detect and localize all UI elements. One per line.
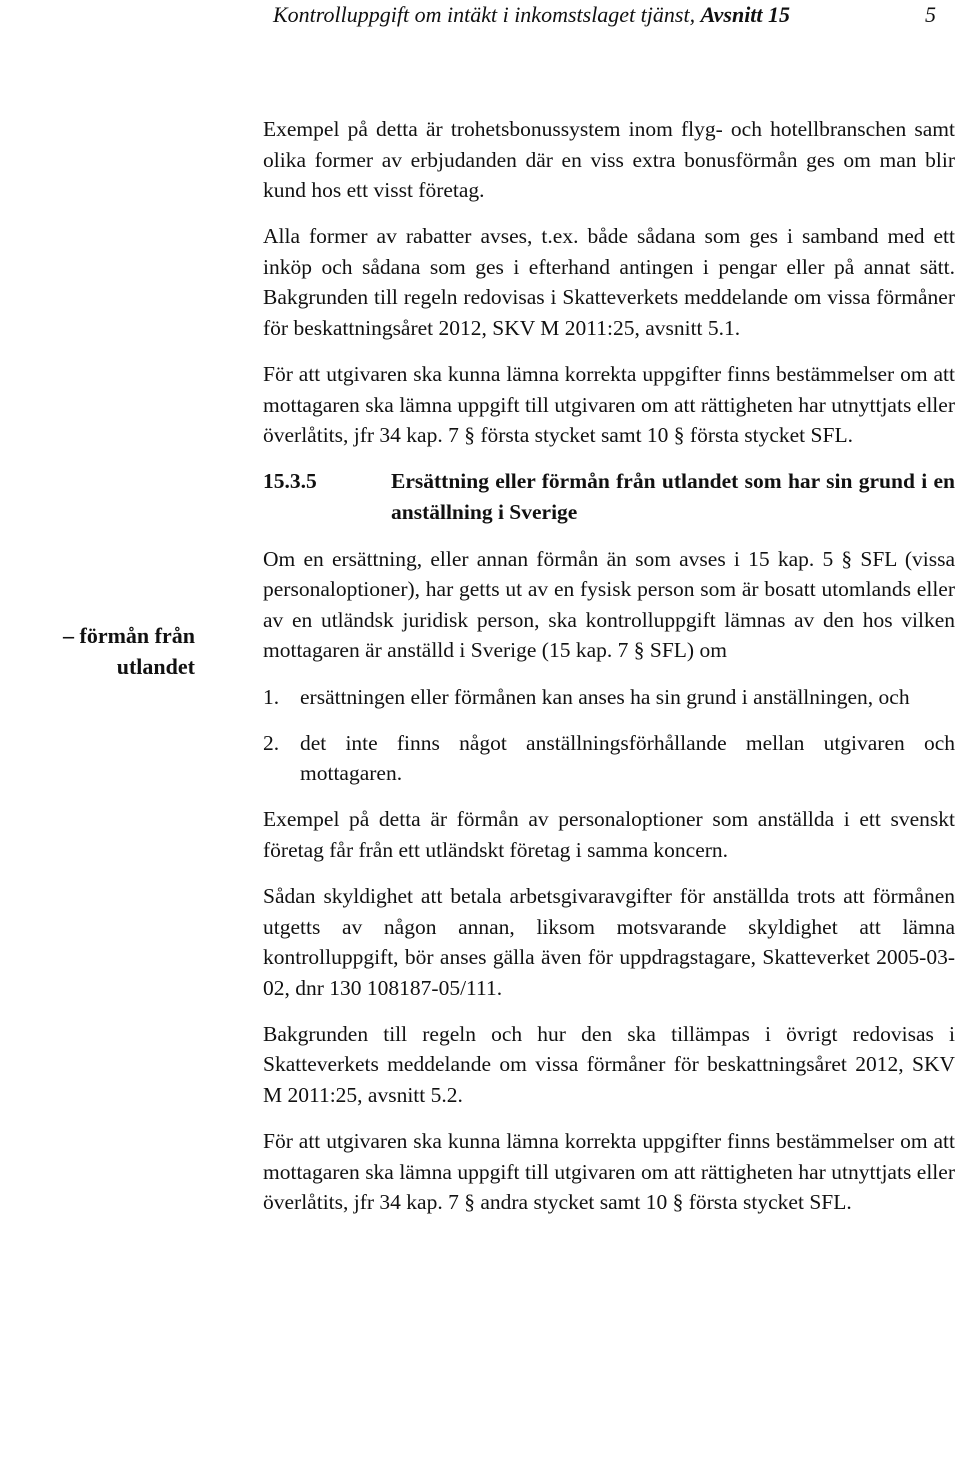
- paragraph-6: Sådan skyldighet att betala arbetsgivaravgifter för anställda trots att förmånen utgetts av någon annan, liksom motsvarande skyldighet att lämna kontrolluppgift, bör anses gälla även för uppdragstagare, Skatteverket 2005-03-02, dnr 130 108187-05/111.: [263, 883, 955, 1000]
- list-item-number: 1.: [263, 684, 280, 709]
- header-title: [273, 2, 790, 28]
- header-section-label: Avsnitt 15: [700, 2, 791, 27]
- paragraph-8: För att utgivaren ska kunna lämna korrekta uppgifter finns bestämmelser om att mottagaren ska lämna uppgift till utgivaren om att rättigheten har utnyttjats eller överlåtits, jfr 34 kap. 7 § andra stycket samt 10 § första stycket SFL.: [263, 1129, 955, 1215]
- list-item: [263, 728, 955, 789]
- section-heading: [263, 466, 955, 527]
- margin-note: [5, 620, 195, 682]
- list-item-text: det inte finns något anställningsförhållande mellan utgivaren och mottagaren.: [300, 730, 955, 786]
- paragraph-2: Alla former av rabatter avses, t.ex. både sådana som ges i samband med ett inköp och sådana som ges i efterhand antingen i pengar eller på annat sätt. Bakgrunden till regeln redovisas i Skatteverkets meddelande om vissa förmåner för beskattningsåret 2012, SKV M 2011:25, avsnitt 5.1.: [263, 224, 955, 341]
- margin-note-line-1: – förmån från: [63, 623, 195, 648]
- list-item: [263, 682, 955, 713]
- list-item-text: ersättningen eller förmånen kan anses ha sin grund i anställningen, och: [300, 684, 910, 709]
- header-title-prefix: Kontrolluppgift om intäkt i inkomstslaget tjänst,: [273, 2, 701, 27]
- paragraph-4: Om en ersättning, eller annan förmån än som avses i 15 kap. 5 § SFL (vissa personaloptioner), har getts ut av en fysisk person som är bosatt utomlands eller av en utländsk juridisk person, ska kontrolluppgift lämnas av den hos vilken mottagaren är anställd i Sverige (15 kap. 7 § SFL) om: [263, 546, 955, 663]
- running-header: [0, 0, 960, 30]
- section-title: Ersättning eller förmån från utlandet som har sin grund i en anställning i Sverige: [391, 469, 955, 525]
- body-column: [263, 114, 955, 1233]
- list-item-number: 2.: [263, 730, 280, 755]
- margin-note-line-2: utlandet: [116, 654, 195, 679]
- page-number: 5: [925, 2, 936, 27]
- section-number: 15.3.5: [263, 469, 317, 494]
- paragraph-7: Bakgrunden till regeln och hur den ska tillämpas i övrigt redovisas i Skatteverkets meddelande om vissa förmåner för beskattningsåret 2012, SKV M 2011:25, avsnitt 5.2.: [263, 1021, 955, 1108]
- paragraph-3: För att utgivaren ska kunna lämna korrekta uppgifter finns bestämmelser om att mottagaren ska lämna uppgift till utgivaren om att rättigheten har utnyttjats eller överlåtits, jfr 34 kap. 7 § första stycket samt 10 § första stycket SFL.: [263, 362, 955, 448]
- paragraph-1: Exempel på detta är trohetsbonussystem inom flyg- och hotellbranschen samt olika former av erbjudanden där en viss extra bonusförmån ges om man blir kund hos ett visst företag.: [263, 117, 955, 203]
- paragraph-5: Exempel på detta är förmån av personaloptioner som anställda i ett svenskt företag får från ett utländskt företag i samma koncern.: [263, 807, 955, 862]
